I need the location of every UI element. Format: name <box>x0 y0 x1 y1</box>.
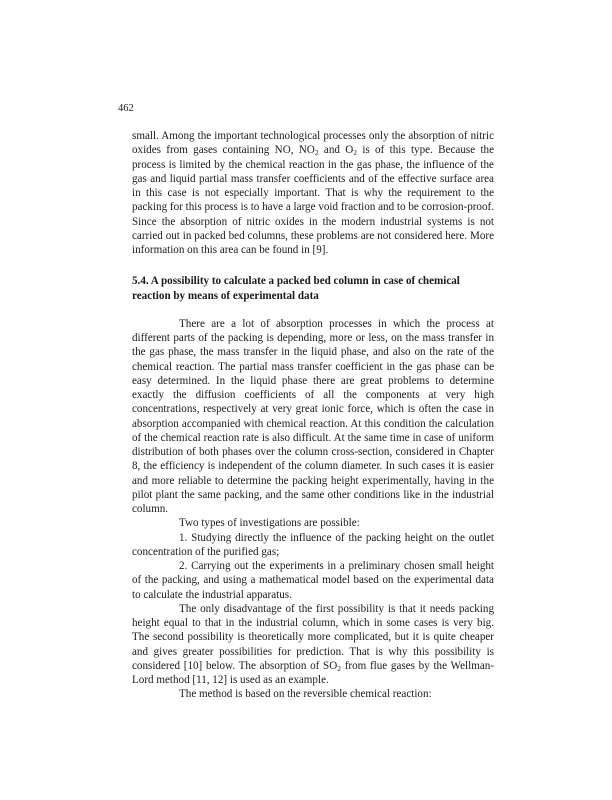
paragraph-method: The method is based on the reversible chemical reaction: <box>179 688 432 701</box>
list-item-2: 2. Carrying out the experiments in a preliminary chosen small height of the packing, and using a mathematical model based on the experimental data to calculate the industrial apparatus. <box>132 560 494 601</box>
paragraph-nitric-oxides: small. Among the important technological processes only the absorption of nitric oxides from gases containing NO, $NO_2$ and $O_2$ is of this type. Because the process is limited by the chemical reaction in the gas phase, the influence of the gas and liquid partial mass transfer coefficients and of the effective surface area in this case is not especially important. That is why the requirement to the packing for this process is to have a large void fraction and to be corrosion-proof. Since the absorption of nitric oxides in the modern industrial systems is not carried out in packed bed columns, these problems are not considered here. More information on this area can be found in [9]. <box>132 130 495 256</box>
paragraph-absorption-processes: There are a lot of absorption processes in which the process at different parts of the packing is depending, more or less, on the mass transfer in the gas phase, the mass transfer in the liquid phase, and also on the rate of the chemical reaction. The partial mass transfer coefficient in the gas phase can be easy determined. In the liquid phase there are great problems to determine exactly the diffusion coefficients of all the components at very high concentrations, respectively at very great ionic force, which is often the case in absorption accompanied with chemical reaction. At this condition the calculation of the chemical reaction rate is also difficult. At the same time in case of uniform distribution of both phases over the column cross-section, considered in Chapter 8, the efficiency is independent of the column diameter. In such cases it is easier and more reliable to determine the packing height experimentally, having in the pilot plant the same packing, and the same other conditions like in the industrial column. <box>132 317 494 515</box>
body-text <box>132 129 494 702</box>
list-item-1: 1. Studying directly the influence of the packing height on the outlet concentration of the purified gas; <box>132 531 494 558</box>
paragraph-investigation-types: Two types of investigations are possible: <box>179 517 360 530</box>
page-number: 462 <box>118 103 134 114</box>
section-heading: 5.4. A possibility to calculate a packed bed column in case of chemical reaction by means of experimental data <box>132 275 460 302</box>
paragraph-disadvantage: The only disadvantage of the first possibility is that it needs packing height equal to that in the industrial column, which in some cases is very big. The second possibility is theoretically more complicated, but it is quite cheaper and gives greater possibilities for prediction. That is why this possibility is considered [10] below. The absorption of $SO_2$ from flue gases by the Wellman-Lord method [11, 12] is used as an example. <box>132 602 494 686</box>
